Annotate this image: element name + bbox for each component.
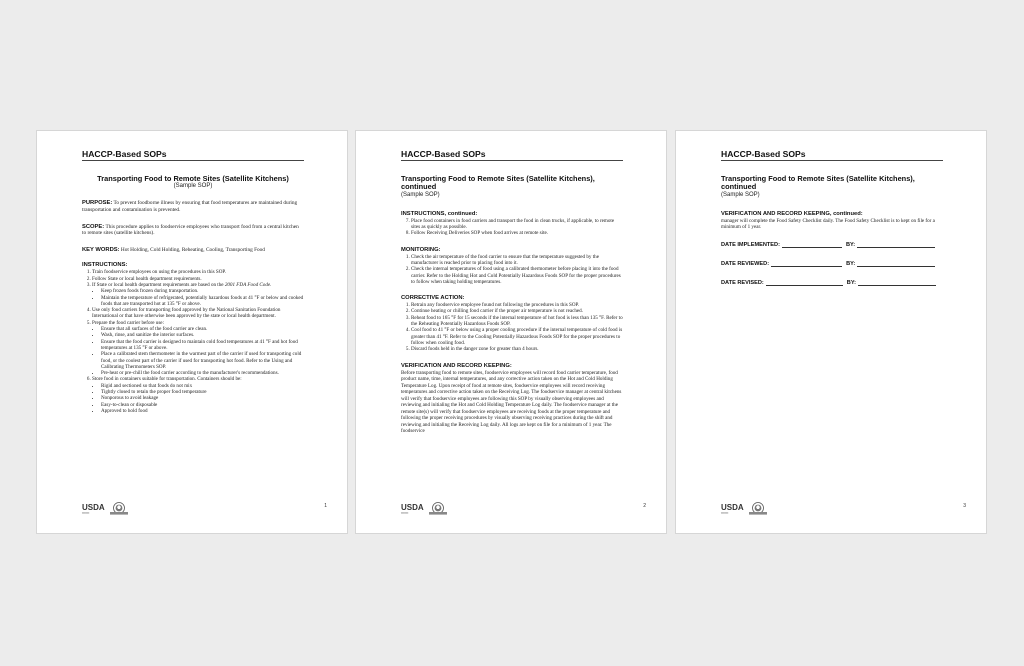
verification-continued-section xyxy=(721,211,943,231)
monitoring-section xyxy=(401,247,623,285)
document-page-3 xyxy=(675,130,987,534)
date-revised-field[interactable] xyxy=(766,279,843,286)
bullet-item: • Wash, rinse, and sanitize the interior surfaces. xyxy=(101,332,304,338)
keywords-text: Hot Holding, Cold Holding, Reheating, Cooling, Transporting Food xyxy=(120,246,265,253)
bullet-list xyxy=(92,326,304,376)
usda-logo: USDA ━━━━ xyxy=(401,502,424,515)
page-number: 3 xyxy=(963,503,966,509)
page-header: HACCP-Based SOPs xyxy=(721,149,943,161)
list-item: 5. Discard foods held in the danger zone for greater than 4 hours. xyxy=(411,346,623,352)
bullet-item: • Pre-heat or pre-chill the food carrier according to the manufacturer's recommendations. xyxy=(101,370,304,376)
instructions-section xyxy=(82,262,304,414)
date-revised-row xyxy=(721,279,943,286)
verification-continued-label: VERIFICATION AND RECORD KEEPING, continued: xyxy=(721,210,863,217)
bullet-item: • Tightly closed to retain the proper food temperature xyxy=(101,389,304,395)
fda-code-reference: 2001 FDA Food Code. xyxy=(224,281,272,288)
date-reviewed-label: DATE REVIEWED: xyxy=(721,260,770,267)
page-number: 1 xyxy=(324,503,327,509)
date-implemented-field[interactable] xyxy=(782,241,842,248)
instructions-label: INSTRUCTIONS: xyxy=(82,262,128,269)
bullet-item: • Place a calibrated stem thermometer in the warmest part of the carrier if used for transporting cold food, or the coolest part of the carrier if used for transporting hot food. Refer to the Using and Calibrating Thermometers SOP. xyxy=(101,351,304,370)
scope-text: This procedure applies to foodservice employees who transport food from a central kitchen to remote sites (satellite kitchens). xyxy=(82,223,299,237)
bullet-list xyxy=(92,288,304,307)
list-item: 3. Reheat food to 165 °F for 15 seconds if the internal temperature of hot food is less than 135 °F. Refer to the Reheating Potentially Hazardous Foods SOP. xyxy=(411,315,623,328)
document-page-2 xyxy=(355,130,667,534)
document-subtitle: (Sample SOP) xyxy=(173,183,213,190)
nfsmi-seal-icon xyxy=(748,502,768,516)
keywords-section xyxy=(82,247,304,254)
page-header: HACCP-Based SOPs xyxy=(82,149,304,161)
document-subtitle: (Sample SOP) xyxy=(721,191,760,198)
nfsmi-seal-icon xyxy=(109,502,129,516)
instructions-continued-label: INSTRUCTIONS, continued: xyxy=(401,210,478,217)
footer-logos xyxy=(82,502,129,516)
list-item: 1. Retrain any foodservice employee found not following the procedures in this SOP. xyxy=(411,302,623,308)
list-item: 4. Use only food carriers for transporting food approved by the National Sanitation Foundation International or that have otherwise been approved by the state or local health department. xyxy=(92,307,304,320)
bullet-item: • Nonporous to avoid leakage xyxy=(101,395,304,401)
list-item: 2. Continue heating or chilling food carrier if the proper air temperature is not reached. xyxy=(411,308,623,314)
usda-logo: USDA ━━━━ xyxy=(721,502,744,515)
verification-section xyxy=(401,363,623,435)
purpose-section xyxy=(82,200,304,213)
page-header: HACCP-Based SOPs xyxy=(401,149,623,161)
monitoring-list xyxy=(401,254,623,285)
list-item-text: If State or local health department requirements are based on the xyxy=(92,281,224,288)
document-page-1 xyxy=(36,130,348,534)
date-reviewed-field[interactable] xyxy=(771,260,842,267)
bullet-item: • Approved to hold food xyxy=(101,408,304,414)
date-reviewed-row xyxy=(721,260,943,267)
by-label: BY: xyxy=(846,279,857,286)
list-item: 1. Check the air temperature of the food carrier to ensure that the temperature suggested by the manufacturer is reached prior to placing food into it. xyxy=(411,254,623,267)
list-item: 1. Train foodservice employees on using the procedures in this SOP. xyxy=(92,269,304,275)
list-item xyxy=(92,376,304,414)
document-title: Transporting Food to Remote Sites (Satellite Kitchens), continued xyxy=(401,174,595,192)
corrective-action-list xyxy=(401,302,623,352)
footer-logos xyxy=(401,502,448,516)
revised-by-field[interactable] xyxy=(858,279,936,286)
instructions-list xyxy=(401,218,623,237)
list-item-text: Store food in containers suitable for transportation. Containers should be: xyxy=(92,376,242,383)
bullet-item: • Rigid and sectioned so that foods do not mix xyxy=(101,383,304,389)
page-number: 2 xyxy=(643,503,646,509)
usda-logo: USDA ━━━━ xyxy=(82,502,105,515)
corrective-action-section xyxy=(401,295,623,352)
list-item-text: Prepare the food carrier before use: xyxy=(92,319,164,326)
date-revised-label: DATE REVISED: xyxy=(721,279,764,286)
corrective-action-label: CORRECTIVE ACTION: xyxy=(401,295,465,302)
date-implemented-label: DATE IMPLEMENTED: xyxy=(721,241,780,248)
list-item: 2. Check the internal temperatures of food using a calibrated thermometer before placing it into the food carrier. Refer to the Holding Hot and Cold Potentially Hazardous Foods SOP for the proper procedures to follow when taking holding temperatures. xyxy=(411,266,623,285)
implemented-by-field[interactable] xyxy=(857,241,935,248)
document-subtitle: (Sample SOP) xyxy=(401,191,440,198)
bullet-item: • Easy-to-clean or disposable xyxy=(101,402,304,408)
instructions-list xyxy=(82,269,304,414)
purpose-text: To prevent foodborne illness by ensuring that food temperatures are maintained during transportation and contamination is prevented. xyxy=(82,200,298,213)
list-item: 4. Cool food to 41 °F or below using a proper cooling procedure if the internal temperature of cold food is greater than 41 °F. Refer to the Cooling Potentially Hazardous Foods SOP for the proper procedures to follow when cooling food. xyxy=(411,327,623,346)
bullet-item: • Ensure that all surfaces of the food carrier are clean. xyxy=(101,326,304,332)
bullet-item: • Ensure that the food carrier is designed to maintain cold food temperatures at 41 °F and hot food temperatures at 135 °F or above. xyxy=(101,339,304,352)
scope-label: SCOPE: xyxy=(82,223,105,230)
list-item xyxy=(92,320,304,377)
scope-section xyxy=(82,224,304,237)
list-item: 8. Follow Receiving Deliveries SOP when food arrives at remote site. xyxy=(411,230,623,236)
monitoring-label: MONITORING: xyxy=(401,246,441,253)
document-title: Transporting Food to Remote Sites (Satellite Kitchens) xyxy=(97,174,289,183)
nfsmi-seal-icon xyxy=(428,502,448,516)
instructions-continued-section xyxy=(401,211,623,237)
by-label: BY: xyxy=(845,241,856,248)
footer-logos xyxy=(721,502,768,516)
bullet-item: • Maintain the temperature of refrigerated, potentially hazardous foods at 41 °F or below and cooked foods that are transported hot at 135 °F or above. xyxy=(101,295,304,308)
verification-continued-text: manager will complete the Food Safety Checklist daily. The Food Safety Checklist is to kept on file for a minimum of 1 year. xyxy=(721,217,935,231)
verification-text: Before transporting food to remote sites, foodservice employees will record food carrier temperature, food product name, time, internal temperatures, and any corrective action taken on the Hot and Cold Holding Temperature Log. Upon receipt of food at remote sites, foodservice employees will record receiving temperatures and corrective action taken on the Receiving Log. The foodservice manager at central kitchens will verify that foodservice employees are following this SOP by visually observing employees and reviewing and initialing the Hot and Cold Holding Temperature Log daily. The foodservice manager at the remote site(s) will verify that foodservice employees are receiving foods at the proper temperature and following the proper receiving procedures by visually observing receiving practices during the shift and reviewing and initialing the Receiving Log daily. All logs are kept on file for a minimum of 1 year. The foodservice xyxy=(401,369,622,435)
keywords-label: KEY WORDS: xyxy=(82,246,120,253)
date-implemented-row xyxy=(721,241,943,248)
purpose-label: PURPOSE: xyxy=(82,200,113,207)
reviewed-by-field[interactable] xyxy=(857,260,935,267)
list-item xyxy=(92,282,304,307)
bullet-item: • Keep frozen foods frozen during transportation. xyxy=(101,288,304,294)
verification-label: VERIFICATION AND RECORD KEEPING: xyxy=(401,362,512,369)
list-item: 2. Follow State or local health department requirements. xyxy=(92,276,304,282)
document-title: Transporting Food to Remote Sites (Satellite Kitchens), continued xyxy=(721,174,915,192)
bullet-list xyxy=(92,383,304,414)
list-item: 7. Place food containers in food carriers and transport the food in clean trucks, if applicable, to remote sites as quickly as possible. xyxy=(411,218,623,231)
by-label: BY: xyxy=(846,260,856,267)
